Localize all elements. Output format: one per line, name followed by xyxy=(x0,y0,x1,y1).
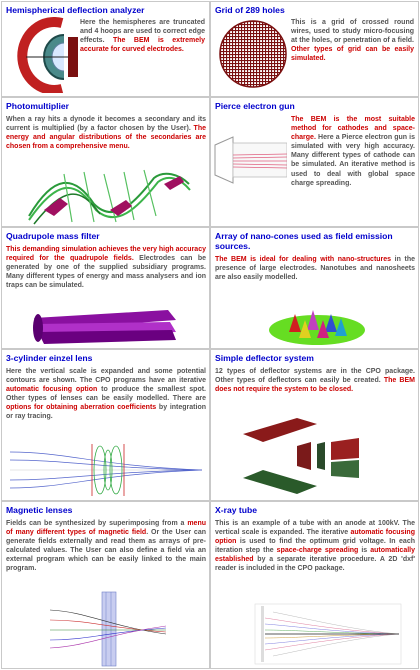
text-part: 12 types of deflector systems are in the CPO package. Other types of deflectors can easily be created. xyxy=(215,368,415,385)
highlight-text: The energy and angular distributions of the secondaries are chosen from a comprehensive menu. xyxy=(6,125,206,151)
cell-title: Array of nano-cones used as field emission sources. xyxy=(215,231,393,251)
text-part: to produce the smallest spot. Other types of lenses can be easily modelled. There are xyxy=(6,386,207,403)
cell-description xyxy=(291,18,414,63)
pierce-gun-figure xyxy=(213,135,287,185)
cell-title: Grid of 289 holes xyxy=(215,5,285,15)
text-part: is used to find the optimum grid voltage. In each iteration step the xyxy=(215,538,415,555)
cell-nano-cones xyxy=(210,227,419,349)
nano-cones-figure xyxy=(267,300,367,346)
text-part: When a ray hits a dynode it becomes a secondary and its current is multiplied (by a factor chosen by the User). xyxy=(6,116,206,133)
cell-title: Hemispherical deflection analyzer xyxy=(6,5,145,15)
cell-title: Quadrupole mass filter xyxy=(6,231,100,241)
highlight-text: The BEM is ideal for dealing with nano-structures xyxy=(215,256,392,263)
cell-photomultiplier xyxy=(1,97,210,227)
highlight-text: options for obtaining aberration coefficients xyxy=(6,404,157,412)
cell-description xyxy=(6,519,206,574)
highlight-text: space-charge spreading xyxy=(276,547,359,555)
cell-einzel-lens xyxy=(1,349,210,501)
text-part: This is a grid of crossed round wires, used to study micro-focusing at the holes, or penetration of a field. xyxy=(291,19,414,45)
cell-title: Simple deflector system xyxy=(215,353,314,363)
quadrupole-figure xyxy=(30,308,180,346)
cell-hemispherical-analyzer xyxy=(1,1,210,97)
highlight-text: The BEM does not require the system to be closed. xyxy=(215,377,415,394)
cell-title: 3-cylinder einzel lens xyxy=(6,353,93,363)
cell-title: Magnetic lenses xyxy=(6,505,73,515)
cell-description xyxy=(6,115,206,151)
highlight-text: Other types of grid can be easily simulated. xyxy=(291,46,414,63)
highlight-text: automatically established xyxy=(215,547,416,564)
text-part: is xyxy=(358,547,371,555)
deflector-figure xyxy=(241,412,391,498)
cell-title: Photomultiplier xyxy=(6,101,70,111)
text-part: . Or the User can generate fields externally and read them as arrays of pre-calculated values. The User can also define a field via an external program which can be easily linked to the main program. xyxy=(6,529,206,573)
einzel-lens-figure xyxy=(8,442,204,498)
highlight-text: automatic focusing option xyxy=(6,386,98,394)
text-part: in the presence of large electrodes. Nanotubes and nanosheets are also easily modelled. xyxy=(215,256,415,282)
text-part: Fields can be synthesized by superimposing from a xyxy=(6,520,188,527)
cell-pierce-gun xyxy=(210,97,419,227)
cell-description xyxy=(215,367,415,394)
cell-description xyxy=(215,115,415,225)
highlight-text: The BEM is the most suitable method for cathodes and space-charge. xyxy=(291,116,415,142)
highlight-text: The BEM is extremely accurate for curved electrodes. xyxy=(80,37,205,54)
highlight-text: automatic focusing option xyxy=(215,529,415,546)
xray-tube-figure xyxy=(253,602,403,666)
cell-title: Pierce electron gun xyxy=(215,101,295,111)
text-part: Electrodes can be generated by one of the supplied subsidiary programs. Many different types of energy and mass analysers and ion traps can be simulated. xyxy=(6,255,206,290)
text-part: Here a Pierce electron gun is simulated with very high accuracy. Many different types of cathode can be simulated. An iterative method is used to deal with global space charge spreading. xyxy=(291,134,415,187)
text-part: Here the vertical scale is expanded and some potential contours are shown. The CPO programs have an iterative xyxy=(6,368,206,385)
cell-description xyxy=(6,367,206,422)
grid-holes-figure xyxy=(217,18,289,90)
cell-deflector xyxy=(210,349,419,501)
cell-description xyxy=(6,245,206,290)
hemispherical-analyzer-figure xyxy=(12,17,84,93)
cell-magnetic-lenses xyxy=(1,501,210,669)
text-part: This is an example of a tube with an anode at 100kV. The vertical scale is expanded. The iterative xyxy=(215,520,415,537)
text-part: by a separate iterative procedure. A 2D 'dxf' reader is included in the CPO package. xyxy=(215,556,415,573)
magnetic-lens-figure xyxy=(48,590,168,668)
text-part: by integration or ray tracing. xyxy=(6,404,206,421)
highlight-text: menu of many different types of magnetic field xyxy=(6,520,206,537)
cell-description xyxy=(215,255,415,282)
cell-grid-289-holes xyxy=(210,1,419,97)
highlight-text: This demanding simulation achieves the very high accuracy required for the quadrupole fields. xyxy=(6,246,206,263)
pierce-gun-figure-spacer xyxy=(213,135,287,185)
cell-description xyxy=(80,18,205,54)
cell-description xyxy=(215,519,415,574)
cell-quadrupole-filter xyxy=(1,227,210,349)
photomultiplier-figure xyxy=(24,164,194,226)
cell-title: X-ray tube xyxy=(215,505,258,515)
cell-xray-tube xyxy=(210,501,419,669)
text-part: Here the hemispheres are truncated and 4 hoops are used to correct edge effects. xyxy=(80,19,205,45)
